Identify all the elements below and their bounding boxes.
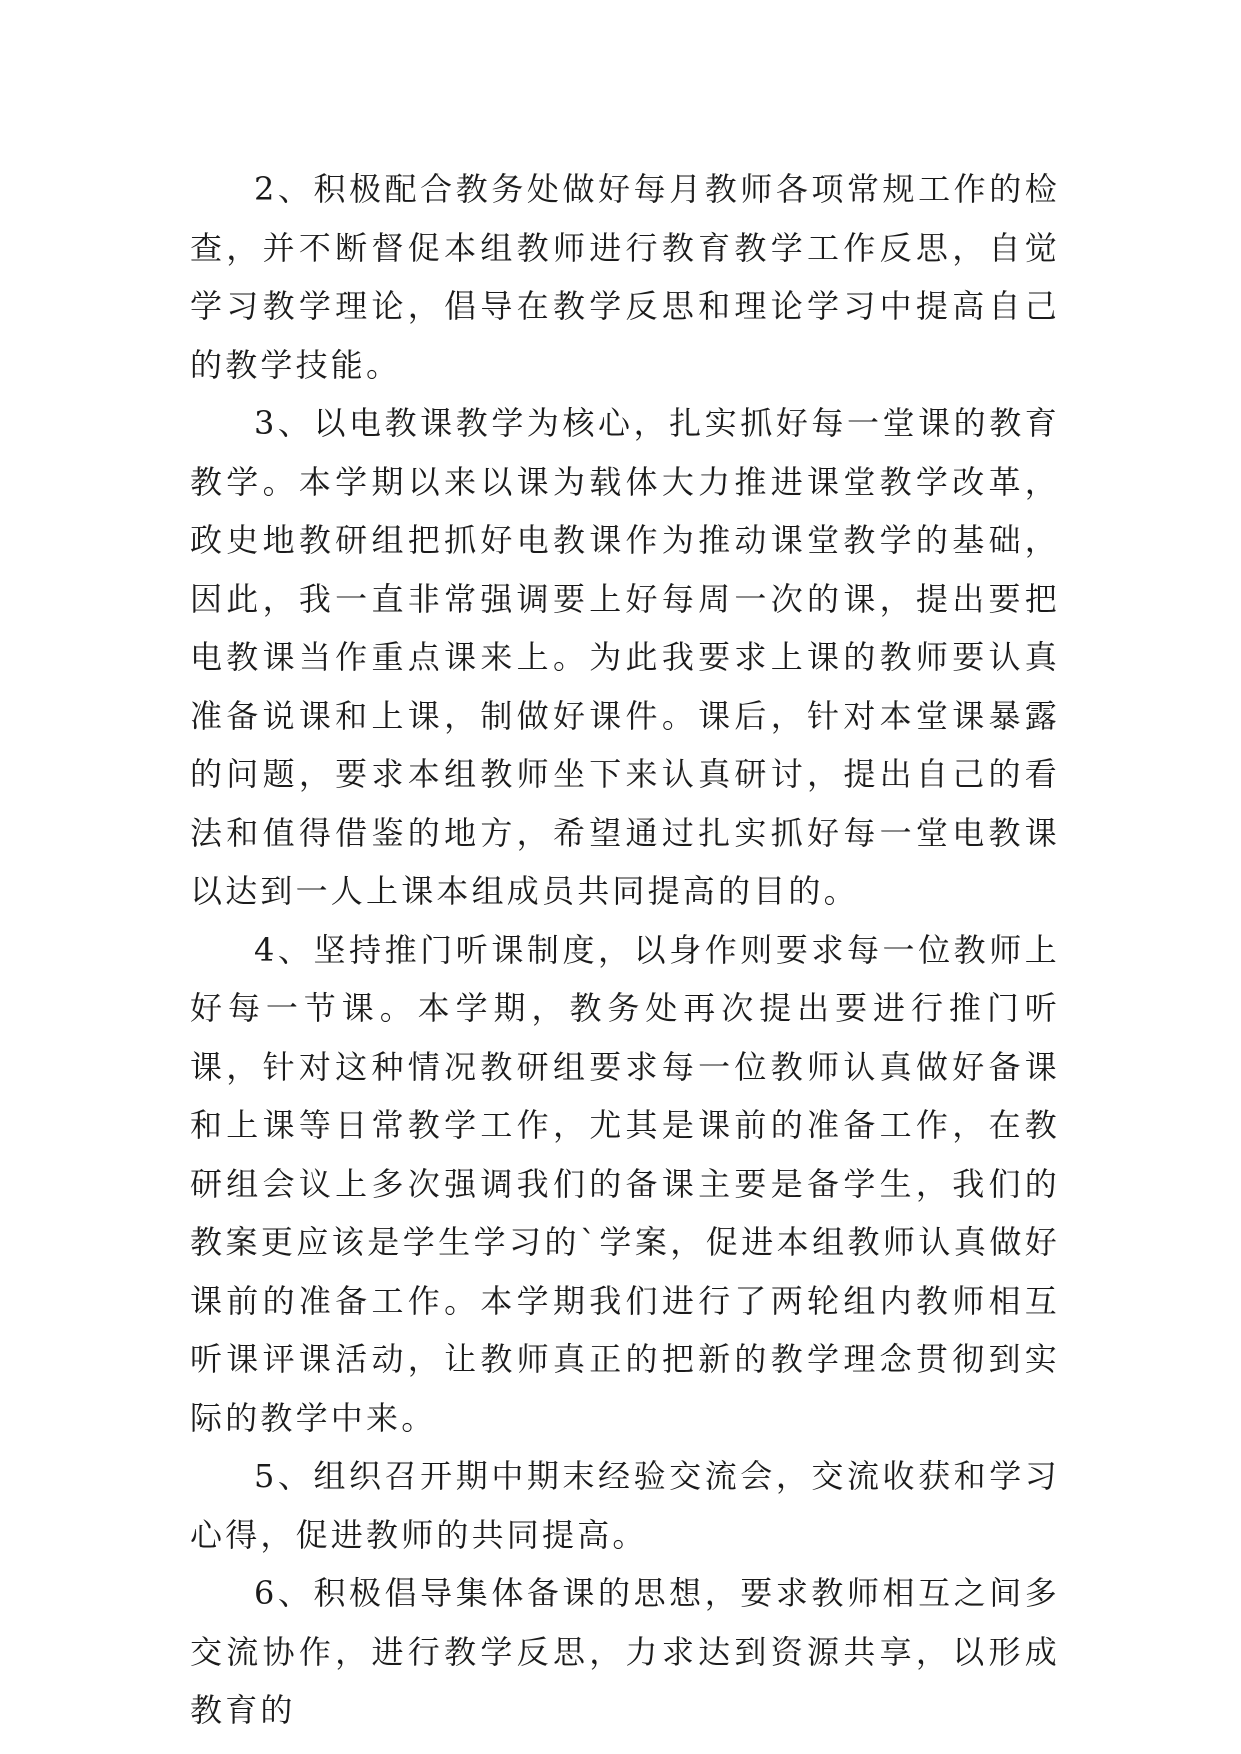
document-body bbox=[190, 160, 1060, 1740]
paragraph-item-2: 2、积极配合教务处做好每月教师各项常规工作的检查，并不断督促本组教师进行教育教学工作反思，自觉学习教学理论，倡导在教学反思和理论学习中提高自己的教学技能。 bbox=[190, 170, 1060, 384]
paragraph-item-5: 5、组织召开期中期末经验交流会，交流收获和学习心得，促进教师的共同提高。 bbox=[190, 1457, 1060, 1554]
paragraph-item-3: 3、以电教课教学为核心，扎实抓好每一堂课的教育教学。本学期以来以课为载体大力推进课堂教学改革，政史地教研组把抓好电教课作为推动课堂教学的基础，因此，我一直非常强调要上好每周一次的课，提出要把电教课当作重点课来上。为此我要求上课的教师要认真准备说课和上课，制做好课件。课后，针对本堂课暴露的问题，要求本组教师坐下来认真研讨，提出自己的看法和值得借鉴的地方，希望通过扎实抓好每一堂电教课以达到一人上课本组成员共同提高的目的。 bbox=[190, 404, 1060, 910]
paragraph-item-4: 4、坚持推门听课制度，以身作则要求每一位教师上好每一节课。本学期，教务处再次提出要进行推门听课，针对这种情况教研组要求每一位教师认真做好备课和上课等日常教学工作，尤其是课前的准备工作，在教研组会议上多次强调我们的备课主要是备学生，我们的教案更应该是学生学习的`学案，促进本组教师认真做好课前的准备工作。本学期我们进行了两轮组内教师相互听课评课活动，让教师真正的把新的教学理念贯彻到实际的教学中来。 bbox=[190, 930, 1060, 1437]
paragraph-item-6: 6、积极倡导集体备课的思想，要求教师相互之间多交流协作，进行教学反思，力求达到资源共享，以形成教育的 bbox=[190, 1574, 1060, 1729]
